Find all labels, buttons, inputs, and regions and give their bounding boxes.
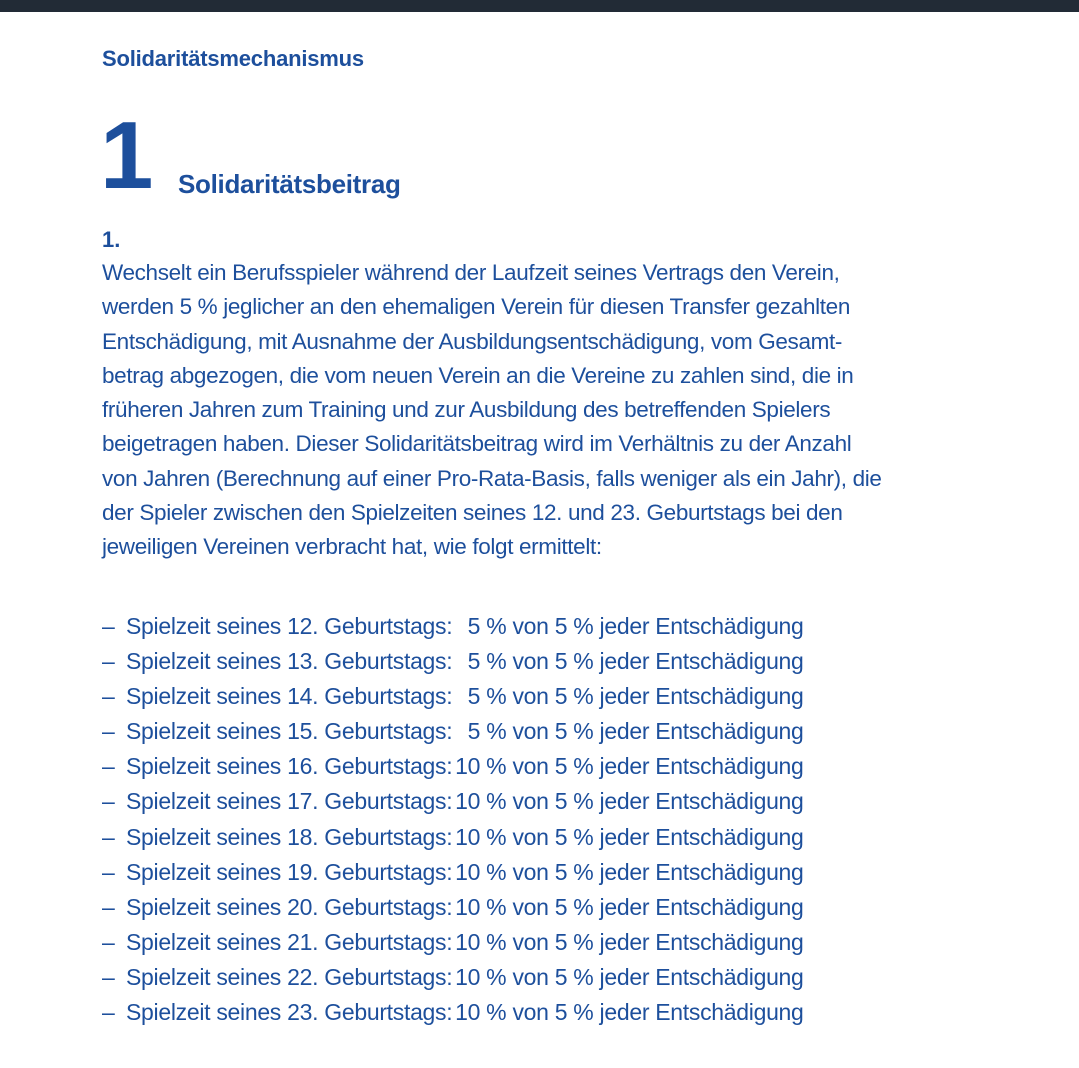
paragraph-line: beigetragen haben. Dieser Solidaritätsbeitrag wird im Verhältnis zu der Anzahl [102,431,852,457]
top-bar [0,0,1079,12]
bullet-label: Spielzeit seines 21. Geburtstags: [126,928,453,955]
bullet-label: Spielzeit seines 12. Geburtstags: [126,613,453,639]
bullet-dash: – [102,683,115,710]
bullet-percent: 10 % [455,893,507,920]
paragraph-line: der Spieler zwischen den Spielzeiten seines 12. und 23. Geburtstags bei den [102,500,843,526]
bullet-percent: 10 % [455,928,507,955]
bullet-rest: von 5 % jeder Entschädigung [512,683,804,710]
bullet-label: Spielzeit seines 15. Geburtstags: [126,718,453,745]
list-item [102,609,804,644]
bullet-rest: von 5 % jeder Entschädigung [512,648,804,675]
bullet-rest: von 5 % jeder Entschädigung [512,788,804,815]
bullet-dash: – [102,718,115,745]
list-item [102,995,804,1030]
document-title: Solidaritätsmechanismus [102,46,364,71]
bullet-rest: von 5 % jeder Entschädigung [512,963,804,990]
list-item [102,714,804,749]
list-item [102,784,804,819]
bullet-percent: 10 % [455,963,507,990]
paragraph-line: von Jahren (Berechnung auf einer Pro-Rata-Basis, falls weniger als ein Jahr), die [102,465,882,491]
bullet-dash: – [102,963,115,990]
bullet-percent: 5 % [467,613,507,639]
bullet-label: Spielzeit seines 14. Geburtstags: [126,683,453,710]
bullet-percent: 10 % [455,999,507,1026]
paragraph-line: jeweiligen Vereinen verbracht hat, wie folgt ermittelt: [102,534,602,560]
bullet-dash: – [102,823,115,850]
list-item [102,820,804,855]
bullet-percent: 5 % [467,648,507,675]
list-item [102,890,804,925]
paragraph-line: Wechselt ein Berufsspieler während der Laufzeit seines Vertrags den Verein, [102,260,840,285]
bullet-list [102,609,804,1030]
bullet-label: Spielzeit seines 18. Geburtstags: [126,823,453,850]
bullet-percent: 10 % [455,823,507,850]
list-item [102,679,804,714]
bullet-dash: – [102,999,115,1026]
bullet-percent: 5 % [467,718,507,745]
list-item [102,925,804,960]
bullet-dash: – [102,753,115,780]
chapter-number: 1 [100,102,151,209]
bullet-percent: 10 % [455,788,507,815]
paragraph-line: Entschädigung, mit Ausnahme der Ausbildungsentschädigung, vom Gesamt- [102,328,843,354]
bullet-rest: von 5 % jeder Entschädigung [512,823,804,850]
bullet-rest: von 5 % jeder Entschädigung [512,999,804,1026]
chapter-title: Solidaritätsbeitrag [178,169,401,199]
bullet-dash: – [102,858,115,885]
bullet-label: Spielzeit seines 20. Geburtstags: [126,893,453,920]
bullet-rest: von 5 % jeder Entschädigung [512,858,804,885]
bullet-rest: von 5 % jeder Entschädigung [512,893,804,920]
bullet-rest: von 5 % jeder Entschädigung [512,928,804,955]
bullet-label: Spielzeit seines 13. Geburtstags: [126,648,453,675]
bullet-dash: – [102,928,115,955]
bullet-percent: 5 % [467,683,507,710]
paragraph-text [102,256,1022,565]
list-item [102,749,804,784]
bullet-dash: – [102,893,115,920]
bullet-rest: von 5 % jeder Entschädigung [512,613,804,639]
list-item [102,960,804,995]
bullet-percent: 10 % [455,753,507,780]
paragraph-line: früheren Jahren zum Training und zur Ausbildung des betreffenden Spielers [102,397,831,423]
bullet-label: Spielzeit seines 23. Geburtstags: [126,999,453,1026]
bullet-rest: von 5 % jeder Entschädigung [512,753,804,780]
bullet-label: Spielzeit seines 22. Geburtstags: [126,963,453,990]
bullet-label: Spielzeit seines 16. Geburtstags: [126,753,453,780]
paragraph-number: 1. [102,227,121,252]
list-item [102,644,804,679]
paragraph-line: betrag abgezogen, die vom neuen Verein an die Vereine zu zahlen sind, die in [102,362,854,388]
paragraph-line: werden 5 % jeglicher an den ehemaligen Verein für diesen Transfer gezahlten [102,294,850,320]
bullet-rest: von 5 % jeder Entschädigung [512,718,804,745]
bullet-label: Spielzeit seines 17. Geburtstags: [126,788,453,815]
bullet-percent: 10 % [455,858,507,885]
bullet-dash: – [102,788,115,815]
document-page [0,12,1079,1068]
bullet-label: Spielzeit seines 19. Geburtstags: [126,858,453,885]
bullet-dash: – [102,648,115,675]
list-item [102,855,804,890]
bullet-dash: – [102,613,115,639]
